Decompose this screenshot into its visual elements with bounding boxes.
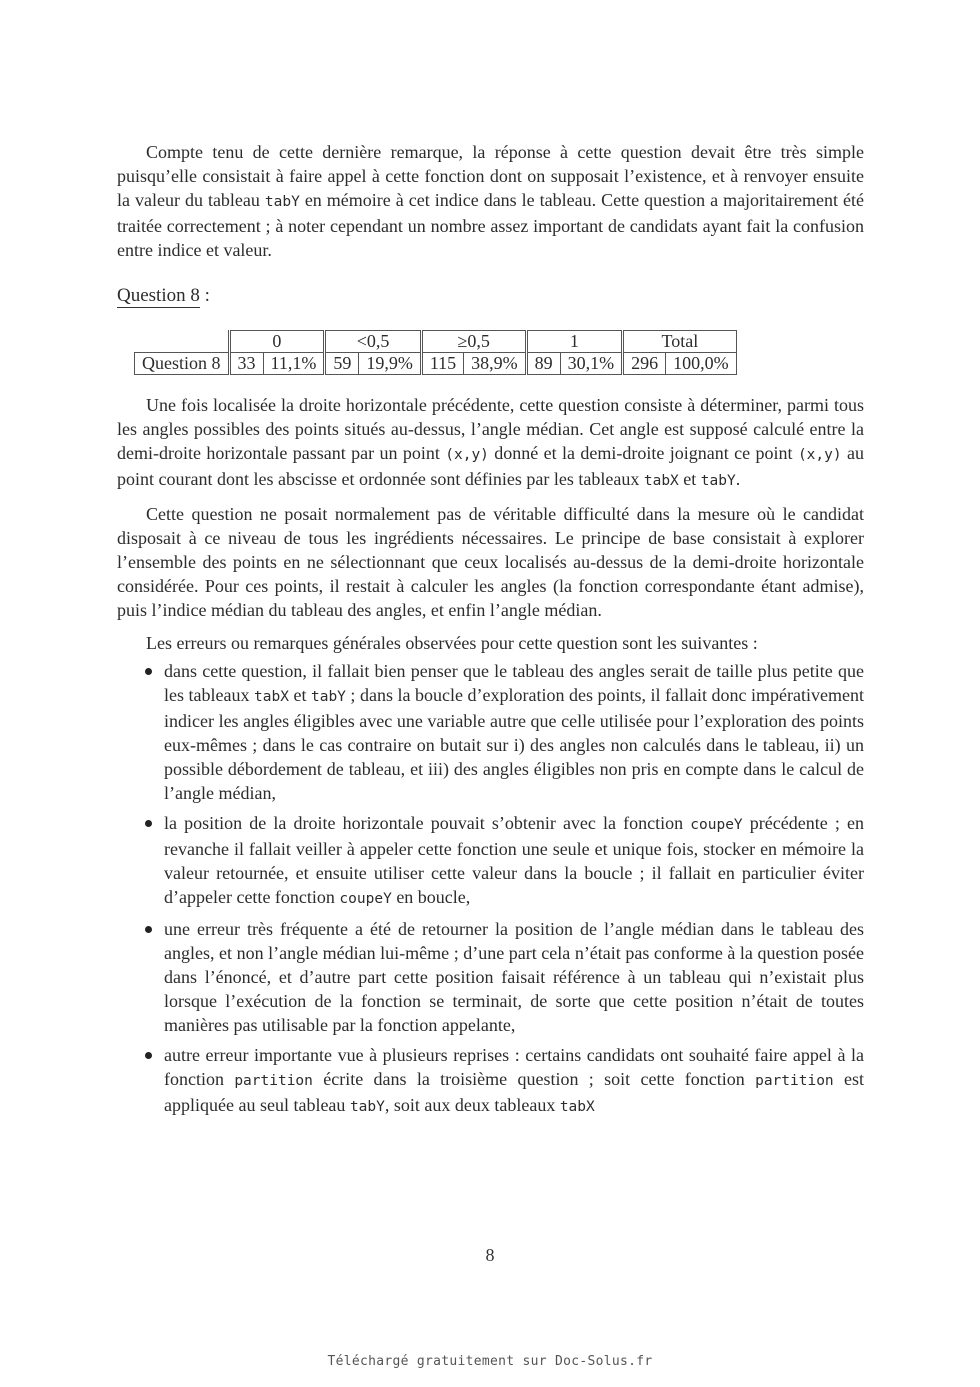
code-span: (x,y) (797, 447, 842, 463)
table-header-cell: 0 (229, 331, 325, 353)
text-span: est appliquée au seul tableau (164, 1069, 864, 1115)
code-span: tabX (254, 689, 289, 705)
code-span: tabX (643, 473, 679, 489)
table-cell-percent: 19,9% (359, 353, 422, 375)
question-description-paragraph (117, 393, 864, 493)
text-span: et (288, 685, 311, 705)
text-span: Une fois localisée la droite horizontale précédente, cette question consiste à déterminer, parmi tous les angles possibles des points situés au-dessus, l’angle médian. Cet angle est supposé calculé entre la demi-droite horizontale passant par un point (117, 395, 864, 463)
text-span: autre erreur importante vue à plusieurs reprises : certains candidats ont souhaité faire appel à la fonction (164, 1045, 864, 1089)
text-span: la position de la droite horizontale pouvait s’obtenir avec la fonction (164, 813, 691, 833)
code-span: tabY (700, 473, 736, 489)
heading-suffix: : (199, 285, 210, 306)
text-span: écrite dans la troisième question ; soit cette fonction (312, 1069, 756, 1089)
table-header-cell: Total (623, 331, 737, 353)
intro-paragraph (117, 140, 864, 262)
code-span: tabY (349, 1099, 385, 1115)
text-span: et (678, 469, 701, 489)
code-span: tabY (264, 194, 300, 210)
table-header-cell: 1 (526, 331, 623, 353)
text-span: en boucle, (391, 887, 471, 907)
section-heading (117, 284, 210, 308)
table-header-cell: ≥0,5 (421, 331, 526, 353)
code-span: (x,y) (445, 447, 489, 463)
table-cell-count: 115 (421, 353, 463, 375)
code-span: tabX (559, 1099, 595, 1115)
code-span: partition (234, 1073, 313, 1089)
text-span: ; dans la boucle d’exploration des points, il fallait donc impérativement indicer les angles éligibles avec une variable autre que celle utilisée pour l’exploration des points eux-mêmes ; dans le cas contraire on butait sur i) des angles non calculés dans le tableau, ii) un possible débordement de tableau, et iii) des angles éligibles non pris en compte dans le calcul de l’angle médian, (164, 685, 864, 803)
table-row-label: Question 8 (135, 353, 230, 375)
list-item (164, 659, 864, 805)
text-span: donné et la demi-droite joignant ce point (488, 443, 798, 463)
table-cell-count: 33 (229, 353, 263, 375)
code-span: tabY (310, 689, 346, 705)
text-span: au point courant dont les abscisse et ordonnée sont définies par les tableaux (117, 443, 864, 489)
difficulty-paragraph: Cette question ne posait normalement pas de véritable difficulté dans la mesure où le candidat disposait à ce niveau de tous les ingrédients nécessaires. Le principe de base consistait à explorer l’ensemble des points en ne sélectionnant que ceux localisés au-dessus de la demi-droite horizontale considérée. Pour ces points, il restait à calculer les angles (la fonction correspondante étant admise), puis l’indice médian du tableau des angles, et enfin l’angle médian. (117, 504, 864, 620)
errors-intro: Les erreurs ou remarques générales observées pour cette question sont les suivantes : (146, 633, 758, 653)
table-cell-percent: 100,0% (666, 353, 737, 375)
results-table (134, 330, 737, 375)
page-number: 8 (485, 1245, 495, 1265)
code-span: coupeY (690, 817, 743, 833)
table-cell-percent: 30,1% (560, 353, 623, 375)
text-span: dans cette question, il fallait bien penser que le tableau des angles serait de taille plus petite que les tableaux (164, 661, 864, 705)
list-item (164, 811, 864, 911)
list-item (164, 1043, 864, 1119)
text-span: précédente ; en revanche il fallait veiller à appeler cette fonction une seule et unique fois, stocker en mémoire la valeur retournée, et ensuite utiliser cette valeur dans la boucle ; il fallait en particulier éviter d’appeler cette fonction (164, 813, 864, 907)
table-cell-percent: 11,1% (263, 353, 325, 375)
text-span: , soit aux deux tableaux (384, 1095, 560, 1115)
spacer (117, 375, 864, 393)
heading-label: Question 8 (117, 285, 200, 306)
table-row (135, 353, 737, 375)
table-cell-count: 59 (325, 353, 359, 375)
code-span: coupeY (339, 891, 392, 907)
table-cell-count: 296 (623, 353, 666, 375)
table-header-cell: <0,5 (325, 331, 422, 353)
table-cell-percent: 38,9% (464, 353, 527, 375)
table-header-row (135, 331, 737, 353)
errors-list (117, 659, 864, 1119)
table-corner-cell (135, 331, 230, 353)
footer-watermark: Téléchargé gratuitement sur Doc-Solus.fr (327, 1354, 653, 1369)
list-item: une erreur très fréquente a été de retourner la position de l’angle médian dans le tableau des angles, et non l’angle médian lui-même ; d’une part cela n’était pas conforme à la question posée dans l’énoncé, et d’autre part cette position faisait référence à un tableau qui n’existait plus lorsque l’exécution de la fonction se terminait, de sorte que cette position n’était de toutes manières pas utilisable par la fonction appelante, (164, 919, 864, 1035)
document-body (117, 140, 864, 1125)
code-span: partition (755, 1073, 834, 1089)
text-span: Compte tenu de cette dernière remarque, la réponse à cette question devait être très simple puisqu’elle consistait à faire appel à cette fonction dont on supposait l’existence, et à renvoyer ensuite la valeur du tableau (117, 142, 864, 210)
text-span: en mémoire à cet indice dans le tableau. Cette question a majoritairement été traitée correctement ; à noter cependant un nombre assez important de candidats ayant fait la confusion entre indice et valeur. (117, 190, 864, 260)
text-span: . (735, 469, 741, 489)
table-cell-count: 89 (526, 353, 560, 375)
